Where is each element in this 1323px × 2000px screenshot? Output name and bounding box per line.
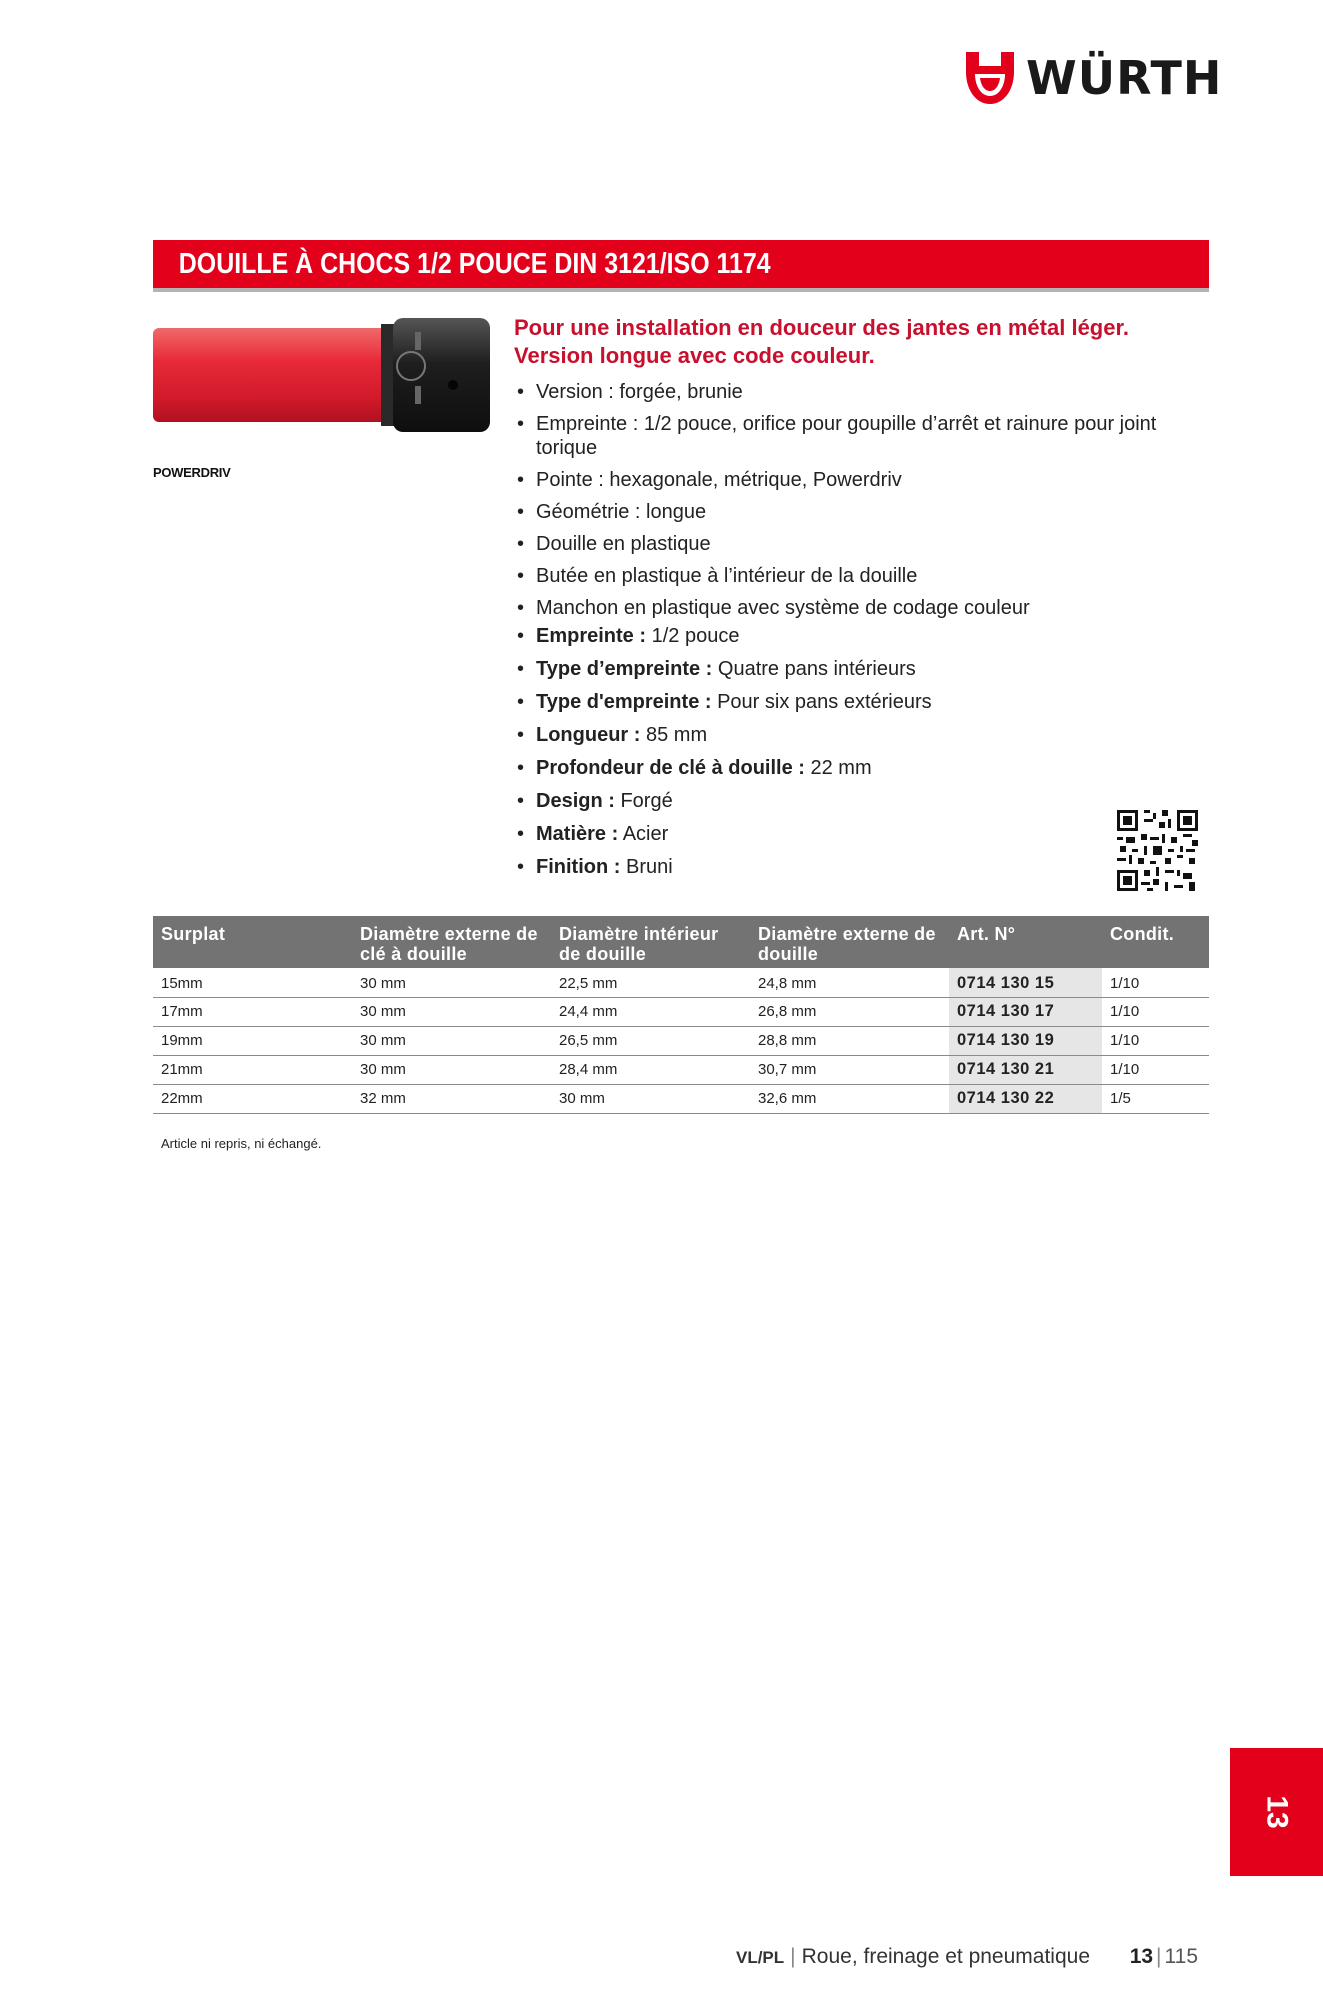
feature-item: • Butée en plastique à l’intérieur de la douille	[514, 564, 1214, 588]
article-number: 0714 130 17	[949, 997, 1102, 1026]
spec-value: 22 mm	[810, 757, 872, 779]
spec-label: Type d’empreinte :	[536, 658, 713, 680]
cell: 1/5	[1102, 1084, 1209, 1113]
spec-item	[514, 855, 1114, 888]
chapter-tab[interactable]	[1230, 1748, 1323, 1876]
wurth-logo-icon	[966, 52, 1014, 104]
spec-label: Empreinte :	[536, 625, 647, 647]
cell: 22,5 mm	[551, 968, 750, 997]
cell: 30 mm	[352, 997, 551, 1026]
cell: 19mm	[153, 1026, 352, 1055]
spec-value: Pour six pans extérieurs	[717, 691, 932, 713]
footer-category: Roue, freinage et pneumatique	[801, 1945, 1090, 1968]
cell: 30,7 mm	[750, 1055, 949, 1084]
brand-label: POWERDRIV	[153, 465, 231, 480]
spec-item	[514, 756, 1114, 789]
cell: 17mm	[153, 997, 352, 1026]
col-header: Art. N°	[949, 916, 1102, 968]
title-bar	[153, 240, 1209, 288]
footer-separator: |	[790, 1945, 796, 1968]
cell: 26,8 mm	[750, 997, 949, 1026]
cell: 1/10	[1102, 997, 1209, 1026]
feature-item: • Empreinte : 1/2 pouce, orifice pour goupille d’arrêt et rainure pour joint torique	[514, 412, 1214, 460]
footer-separator: |	[1156, 1945, 1162, 1968]
cell: 30 mm	[352, 1026, 551, 1055]
cell: 26,5 mm	[551, 1026, 750, 1055]
spec-item	[514, 657, 1114, 690]
spec-value: 1/2 pouce	[651, 625, 740, 647]
footer-page-number: 13	[1129, 1945, 1154, 1968]
col-header: Diamètre intérieur de douille	[551, 916, 750, 968]
article-number: 0714 130 21	[949, 1055, 1102, 1084]
spec-value: 85 mm	[646, 724, 708, 746]
article-number: 0714 130 19	[949, 1026, 1102, 1055]
col-header: Surplat	[153, 916, 352, 968]
table-row	[153, 968, 1209, 997]
wurth-logo	[966, 52, 1222, 104]
product-tagline	[514, 314, 1214, 370]
spec-item	[514, 822, 1114, 855]
table-row	[153, 1026, 1209, 1055]
brand-name: WÜRTH	[1026, 51, 1223, 105]
spec-item	[514, 624, 1114, 657]
table-header-row	[153, 916, 1209, 968]
cell: 28,8 mm	[750, 1026, 949, 1055]
feature-item: • Version : forgée, brunie	[514, 380, 1214, 404]
table-row	[153, 1055, 1209, 1084]
cell: 30 mm	[352, 1055, 551, 1084]
cell: 1/10	[1102, 968, 1209, 997]
col-header: Diamètre externe de clé à douille	[352, 916, 551, 968]
spec-item	[514, 789, 1114, 822]
spec-label: Profondeur de clé à douille :	[536, 757, 805, 779]
cell: 21mm	[153, 1055, 352, 1084]
product-image	[153, 316, 490, 434]
article-number: 0714 130 22	[949, 1084, 1102, 1113]
col-header: Diamètre externe de douille	[750, 916, 949, 968]
cell: 24,4 mm	[551, 997, 750, 1026]
spec-value: Bruni	[625, 856, 673, 878]
tagline-line-1: Pour une installation en douceur des jantes en métal léger.	[514, 315, 1129, 340]
footer-total-pages: 115	[1164, 1945, 1198, 1968]
feature-item: • Géométrie : longue	[514, 500, 1214, 524]
spec-label: Longueur :	[536, 724, 641, 746]
spec-item	[514, 723, 1114, 756]
page-title: DOUILLE À CHOCS 1/2 POUCE DIN 3121/ISO 1174	[178, 248, 771, 280]
spec-label: Type d'empreinte :	[536, 691, 712, 713]
cell: 24,8 mm	[750, 968, 949, 997]
spec-value: Acier	[622, 823, 669, 845]
cell: 1/10	[1102, 1026, 1209, 1055]
table-row	[153, 997, 1209, 1026]
table-row	[153, 1084, 1209, 1113]
cell: 1/10	[1102, 1055, 1209, 1084]
feature-item: • Manchon en plastique avec système de codage couleur	[514, 596, 1214, 620]
spec-list	[514, 624, 1114, 888]
cell: 32 mm	[352, 1084, 551, 1113]
feature-item: • Douille en plastique	[514, 532, 1214, 556]
chapter-number: 13	[1260, 1795, 1294, 1829]
spec-value: Forgé	[620, 790, 673, 812]
cell: 32,6 mm	[750, 1084, 949, 1113]
feature-list	[514, 380, 1214, 620]
table-note: Article ni repris, ni échangé.	[161, 1136, 322, 1151]
qr-code[interactable]	[1117, 810, 1198, 891]
product-table	[153, 916, 1209, 1114]
feature-item: • Pointe : hexagonale, métrique, Powerdriv	[514, 468, 1214, 492]
cell: 15mm	[153, 968, 352, 997]
footer-section: VL/PL	[735, 1948, 785, 1967]
cell: 30 mm	[551, 1084, 750, 1113]
spec-label: Finition :	[536, 856, 621, 878]
spec-value: Quatre pans intérieurs	[717, 658, 916, 680]
cell: 30 mm	[352, 968, 551, 997]
col-header: Condit.	[1102, 916, 1209, 968]
spec-label: Matière :	[536, 823, 619, 845]
page-footer	[736, 1945, 1198, 1969]
spec-label: Design :	[536, 790, 615, 812]
tagline-line-2: Version longue avec code couleur.	[514, 343, 875, 368]
cell: 28,4 mm	[551, 1055, 750, 1084]
spec-item	[514, 690, 1114, 723]
article-number: 0714 130 15	[949, 968, 1102, 997]
cell: 22mm	[153, 1084, 352, 1113]
